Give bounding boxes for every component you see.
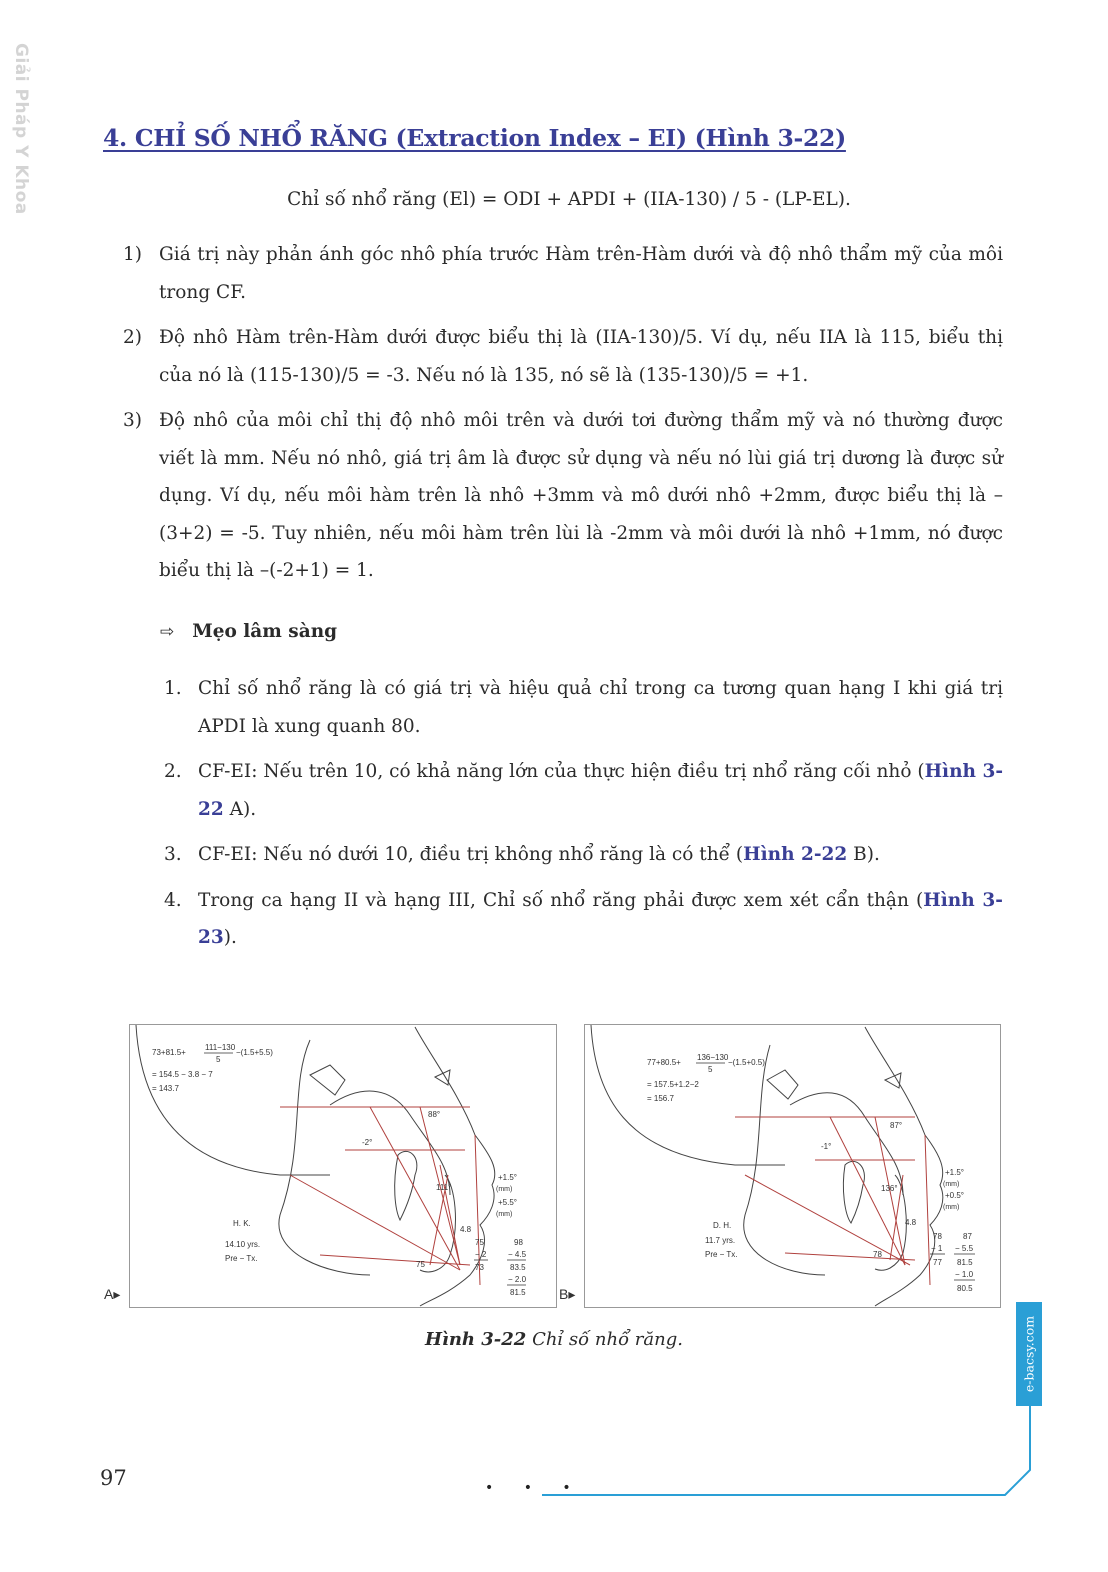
calc-right-value: 87 <box>963 1232 972 1241</box>
calc-right-value: − 5.5 <box>955 1244 974 1253</box>
caption-figure-number: Hình 3-22 <box>425 1329 527 1350</box>
formula-line-2: = 157.5+1.2−2 <box>647 1080 699 1089</box>
calc-left-value: 77 <box>933 1258 942 1267</box>
cephalometric-tracing-a <box>130 1025 556 1307</box>
treatment-stage: Pre − Tx. <box>225 1254 258 1263</box>
tip-text-part: Trong ca hạng II và hạng III, Chỉ số nhổ răng phải được xem xét cẩn thận ( <box>198 889 924 911</box>
calc-left-value: 75 <box>475 1238 484 1247</box>
tip-text <box>198 753 1003 828</box>
formula-fraction-denominator: 5 <box>708 1065 713 1074</box>
list-item <box>123 236 1003 311</box>
tip-text-part: CF-EI: Nếu nó dưới 10, điều trị không nhổ răng là có thể ( <box>198 844 744 865</box>
calc-right-value: 80.5 <box>957 1284 973 1293</box>
tip-item <box>164 836 1003 874</box>
section-title: 4. CHỈ SỐ NHỔ RĂNG (Extraction Index – EI) (Hình 3-22) <box>103 124 846 152</box>
list-item-text: Giá trị này phản ánh góc nhô phía trước Hàm trên-Hàm dưới và độ nhô thẩm mỹ của môi trong CF. <box>159 244 1003 303</box>
list-item <box>123 319 1003 394</box>
measure-label: 4.8 <box>905 1218 917 1227</box>
brand-watermark: Giải Pháp Y Khoa <box>11 43 31 215</box>
formula-line-2: = 154.5 − 3.8 − 7 <box>152 1070 213 1079</box>
tip-text-part: Chỉ số nhổ răng là có giá trị và hiệu quả chỉ trong ca tương quan hạng I khi giá trị APDI là xung quanh 80. <box>198 678 1003 737</box>
list-item-number: 3) <box>123 410 142 431</box>
patient-initials: D. H. <box>713 1221 732 1230</box>
calc-right-value: 81.5 <box>957 1258 973 1267</box>
figure-reference: Hình 3-23 <box>198 889 1003 948</box>
footer-decoration-line <box>540 1400 1040 1500</box>
angle-label: 111° <box>436 1183 452 1192</box>
tip-item <box>164 753 1003 828</box>
formula-fraction-numerator: 136−130 <box>697 1053 729 1062</box>
lip-unit: (mm) <box>496 1211 513 1218</box>
footer-dots: • • • <box>485 1480 584 1496</box>
formula-line-3: = 156.7 <box>647 1094 674 1103</box>
patient-initials: H. K. <box>233 1219 251 1228</box>
caption-text: Chỉ số nhổ răng. <box>526 1329 683 1350</box>
lip-unit: (mm) <box>943 1204 960 1211</box>
tips-heading <box>160 621 337 642</box>
page-number: 97 <box>100 1466 127 1490</box>
calc-right-value: − 1.0 <box>955 1270 974 1279</box>
lip-value: +0.5° <box>945 1191 964 1200</box>
angle-label: -2° <box>362 1138 373 1147</box>
list-item <box>123 402 1003 590</box>
patient-age: 11.7 yrs. <box>705 1236 736 1245</box>
figure-panel-a <box>129 1024 557 1308</box>
tip-number: 2. <box>164 761 182 782</box>
measure-label: 4.8 <box>460 1225 472 1234</box>
measure-label: 78 <box>873 1250 882 1259</box>
angle-label: 136° <box>881 1184 898 1193</box>
tip-text <box>198 836 1003 874</box>
measure-label: 75 <box>416 1260 425 1269</box>
numbered-list <box>123 236 1003 598</box>
tips-list <box>164 670 1003 965</box>
formula-line-3: = 143.7 <box>152 1084 179 1093</box>
list-item-text: Độ nhô của môi chỉ thị độ nhô môi trên và dưới tơi đường thẩm mỹ và nó thường được viết là mm. Nếu nó nhô, giá trị âm là được sử dụng và nếu nó lùi giá trị dương là được sử dụng. Ví dụ, nếu môi hàm trên là nhô +3mm và mô dưới nhô +2mm, được biểu thị là –(3+2) = -5. Tuy nhiên, nếu môi hàm trên lùi là -2mm và môi dưới là nhô +1mm, nó được biểu thị là –(-2+1) = 1. <box>159 410 1003 581</box>
figure-panel-b <box>584 1024 1001 1308</box>
figure-reference: Hình 3-22 <box>198 761 1003 820</box>
calc-right-value: 98 <box>514 1238 523 1247</box>
angle-label: -1° <box>821 1142 832 1151</box>
tip-text-part: CF-EI: Nếu trên 10, có khả năng lớn của thực hiện điều trị nhổ răng cối nhỏ ( <box>198 761 925 782</box>
list-item-number: 2) <box>123 327 142 348</box>
lip-unit: (mm) <box>496 1186 513 1193</box>
tips-heading-text: Mẹo lâm sàng <box>192 621 338 642</box>
formula-prefix: 73+81.5+ <box>152 1048 186 1057</box>
tip-text <box>198 670 1003 745</box>
formula-prefix: 77+80.5+ <box>647 1058 681 1067</box>
tip-item <box>164 670 1003 745</box>
arrow-right-icon: ⇨ <box>160 621 175 642</box>
tip-text-part: B). <box>847 844 880 865</box>
formula-fraction-numerator: 111−130 <box>205 1043 236 1052</box>
treatment-stage: Pre − Tx. <box>705 1250 738 1259</box>
lip-value: +1.5° <box>498 1173 517 1182</box>
calc-left-value: 73 <box>475 1263 484 1272</box>
formula-suffix: −(1.5+5.5) <box>236 1048 273 1057</box>
tip-number: 1. <box>164 678 182 699</box>
side-tab <box>1016 1302 1042 1406</box>
angle-label: 88° <box>428 1110 441 1119</box>
angle-label: 87° <box>890 1121 903 1130</box>
list-item-text: Độ nhô Hàm trên-Hàm dưới được biểu thị là (IIA-130)/5. Ví dụ, nếu IIA là 115, biểu thị của nó là (115-130)/5 = -3. Nếu nó là 135, nó sẽ là (135-130)/5 = +1. <box>159 327 1003 386</box>
lip-value: +5.5° <box>498 1198 517 1207</box>
calc-right-value: − 4.5 <box>508 1250 527 1259</box>
figure-label-b: B▸ <box>559 1286 576 1302</box>
tip-text <box>198 882 1003 957</box>
figure-caption <box>0 1329 1108 1350</box>
calc-left-value: 78 <box>933 1232 942 1241</box>
formula-suffix: −(1.5+0.5) <box>728 1058 765 1067</box>
cephalometric-tracing-b <box>585 1025 1000 1307</box>
list-item-number: 1) <box>123 244 142 265</box>
lip-value: +1.5° <box>945 1168 964 1177</box>
tip-text-part: A). <box>223 798 257 820</box>
formula-fraction-denominator: 5 <box>216 1055 221 1064</box>
tip-item <box>164 882 1003 957</box>
figure-reference: Hình 2-22 <box>743 844 848 865</box>
lip-unit: (mm) <box>943 1181 960 1188</box>
calc-right-value: 81.5 <box>510 1288 526 1297</box>
tip-number: 4. <box>164 889 182 911</box>
calc-left-value: − 2 <box>475 1250 487 1259</box>
patient-age: 14.10 yrs. <box>225 1240 261 1249</box>
figure-label-a: A▸ <box>104 1286 121 1302</box>
calc-right-value: − 2.0 <box>508 1275 527 1284</box>
formula: Chỉ số nhổ răng (El) = ODI + APDI + (IIA-130) / 5 - (LP-EL). <box>287 189 851 210</box>
calc-right-value: 83.5 <box>510 1263 526 1272</box>
tip-text-part: ). <box>223 927 237 948</box>
side-tab-text: e-bacsy.com <box>1021 1315 1037 1393</box>
tip-number: 3. <box>164 844 182 865</box>
calc-left-value: − 1 <box>931 1244 943 1253</box>
